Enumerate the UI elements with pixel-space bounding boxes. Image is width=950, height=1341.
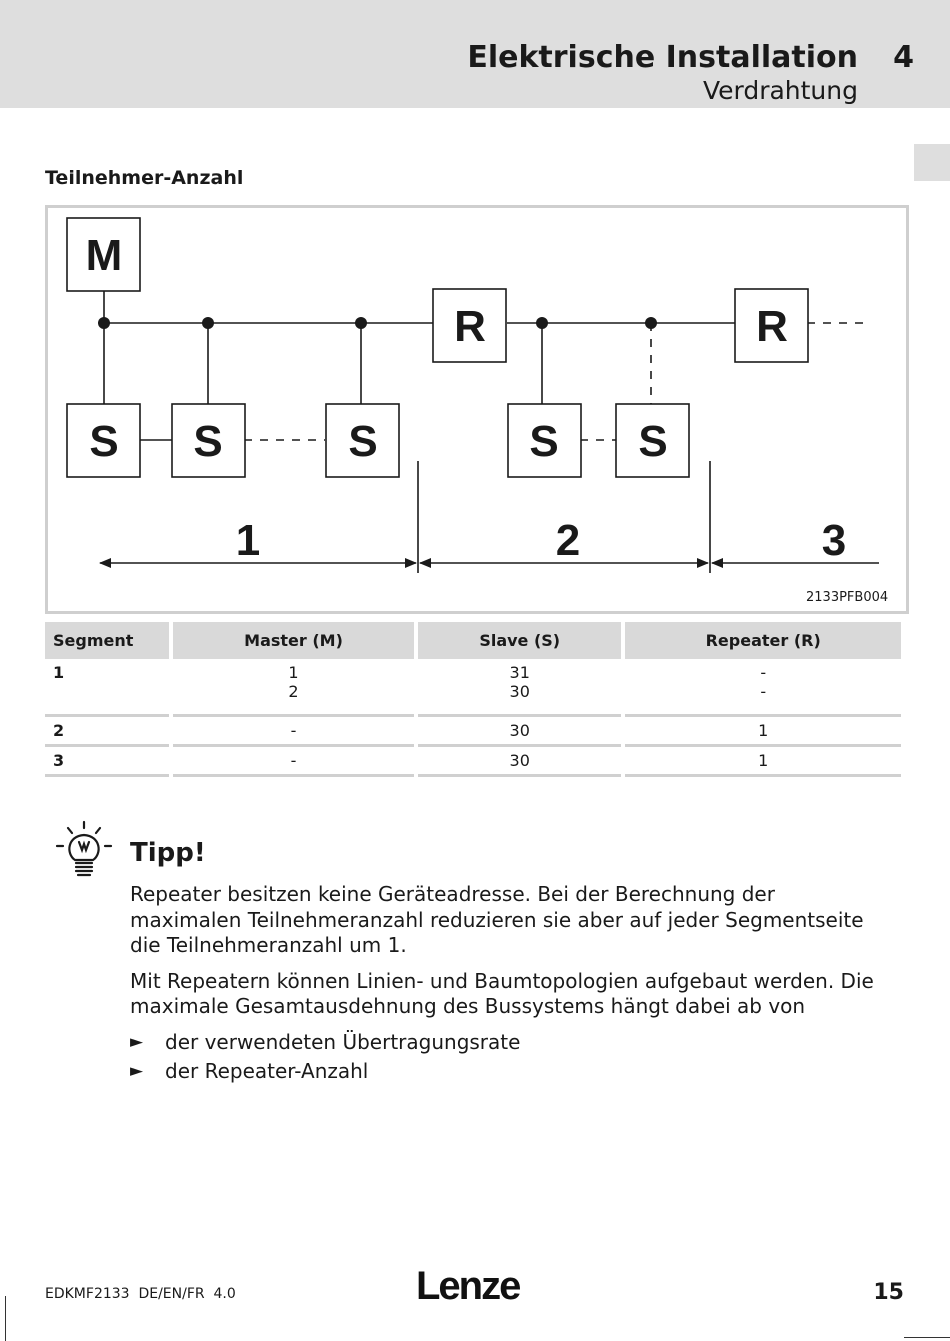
slave-label-3: S: [348, 417, 378, 466]
tip-paragraph: Repeater besitzen keine Geräteadresse. Bei der Berechnung der maximalen Teilnehmeranzahl reduzieren sie aber auf jeder Segmentseite die Teilnehmeranzahl um 1.: [130, 882, 864, 957]
side-tab-marker: [914, 144, 950, 181]
cell-value: -: [760, 663, 767, 682]
table-row: [45, 747, 901, 777]
repeater-label-2: R: [756, 302, 788, 351]
tip-bullet-list: [130, 1030, 890, 1085]
table-row: [45, 659, 901, 717]
tip-paragraph: Mit Repeatern können Linien- und Baumtopologien aufgebaut werden. Die maximale Gesamtausdehnung des Bussystems hängt dabei ab von: [130, 968, 874, 1018]
cell-repeater: [625, 659, 901, 717]
cell-segment: 3: [45, 747, 169, 777]
cell-slave: [418, 659, 621, 717]
repeater-label-1: R: [454, 302, 486, 351]
list-item: [130, 1030, 890, 1056]
page-number: 15: [873, 1280, 904, 1305]
cell-value: 31: [509, 663, 530, 682]
cell-value: -: [760, 682, 767, 701]
slave-label-2: S: [193, 417, 223, 466]
segment-label-2: 2: [555, 516, 581, 565]
table-header: Repeater (R): [625, 622, 901, 659]
crop-mark: [904, 1337, 950, 1338]
table-row: [45, 717, 901, 747]
cell-master: [173, 659, 414, 717]
cell-segment: 2: [45, 717, 169, 747]
master-label: M: [85, 231, 123, 280]
lightbulb-icon: [54, 820, 114, 884]
cell-repeater: 1: [625, 717, 901, 747]
slave-label-1: S: [89, 417, 119, 466]
chapter-number: 4: [893, 40, 914, 75]
cell-value: 1: [288, 663, 299, 682]
cell-master: -: [173, 747, 414, 777]
cell-segment: 1: [45, 659, 169, 717]
cell-master: -: [173, 717, 414, 747]
segment-label-1: 1: [235, 516, 261, 565]
list-item-text: der Repeater-Anzahl: [165, 1059, 369, 1083]
list-item-text: der verwendeten Übertragungsrate: [165, 1029, 521, 1054]
bullet-arrow-icon: ►: [130, 1031, 144, 1052]
table-header: Master (M): [173, 622, 414, 659]
cell-value: 2: [288, 682, 299, 701]
segment-table: [41, 622, 905, 777]
table-header: Segment: [45, 622, 169, 659]
slave-label-5: S: [638, 417, 668, 466]
cell-value: 30: [509, 682, 530, 701]
cell-repeater: 1: [625, 747, 901, 777]
chapter-subtitle: Verdrahtung: [702, 76, 858, 105]
cell-slave: 30: [418, 717, 621, 747]
crop-mark: [5, 1296, 6, 1341]
section-heading: Teilnehmer-Anzahl: [45, 167, 244, 189]
tip-title: Tipp!: [130, 838, 206, 868]
table-header: Slave (S): [418, 622, 621, 659]
lenze-logo: Lenze: [416, 1264, 520, 1308]
topology-diagram: [45, 205, 909, 614]
slave-label-4: S: [529, 417, 559, 466]
cell-slave: 30: [418, 747, 621, 777]
figure-reference: 2133PFB004: [806, 590, 889, 605]
tip-body: [130, 882, 890, 1089]
bullet-arrow-icon: ►: [130, 1061, 144, 1081]
list-item: [130, 1059, 890, 1085]
segment-label-3: 3: [821, 516, 847, 565]
chapter-title: Elektrische Installation: [467, 40, 858, 75]
footer-doc-id: EDKMF2133 DE/EN/FR 4.0: [45, 1286, 236, 1302]
